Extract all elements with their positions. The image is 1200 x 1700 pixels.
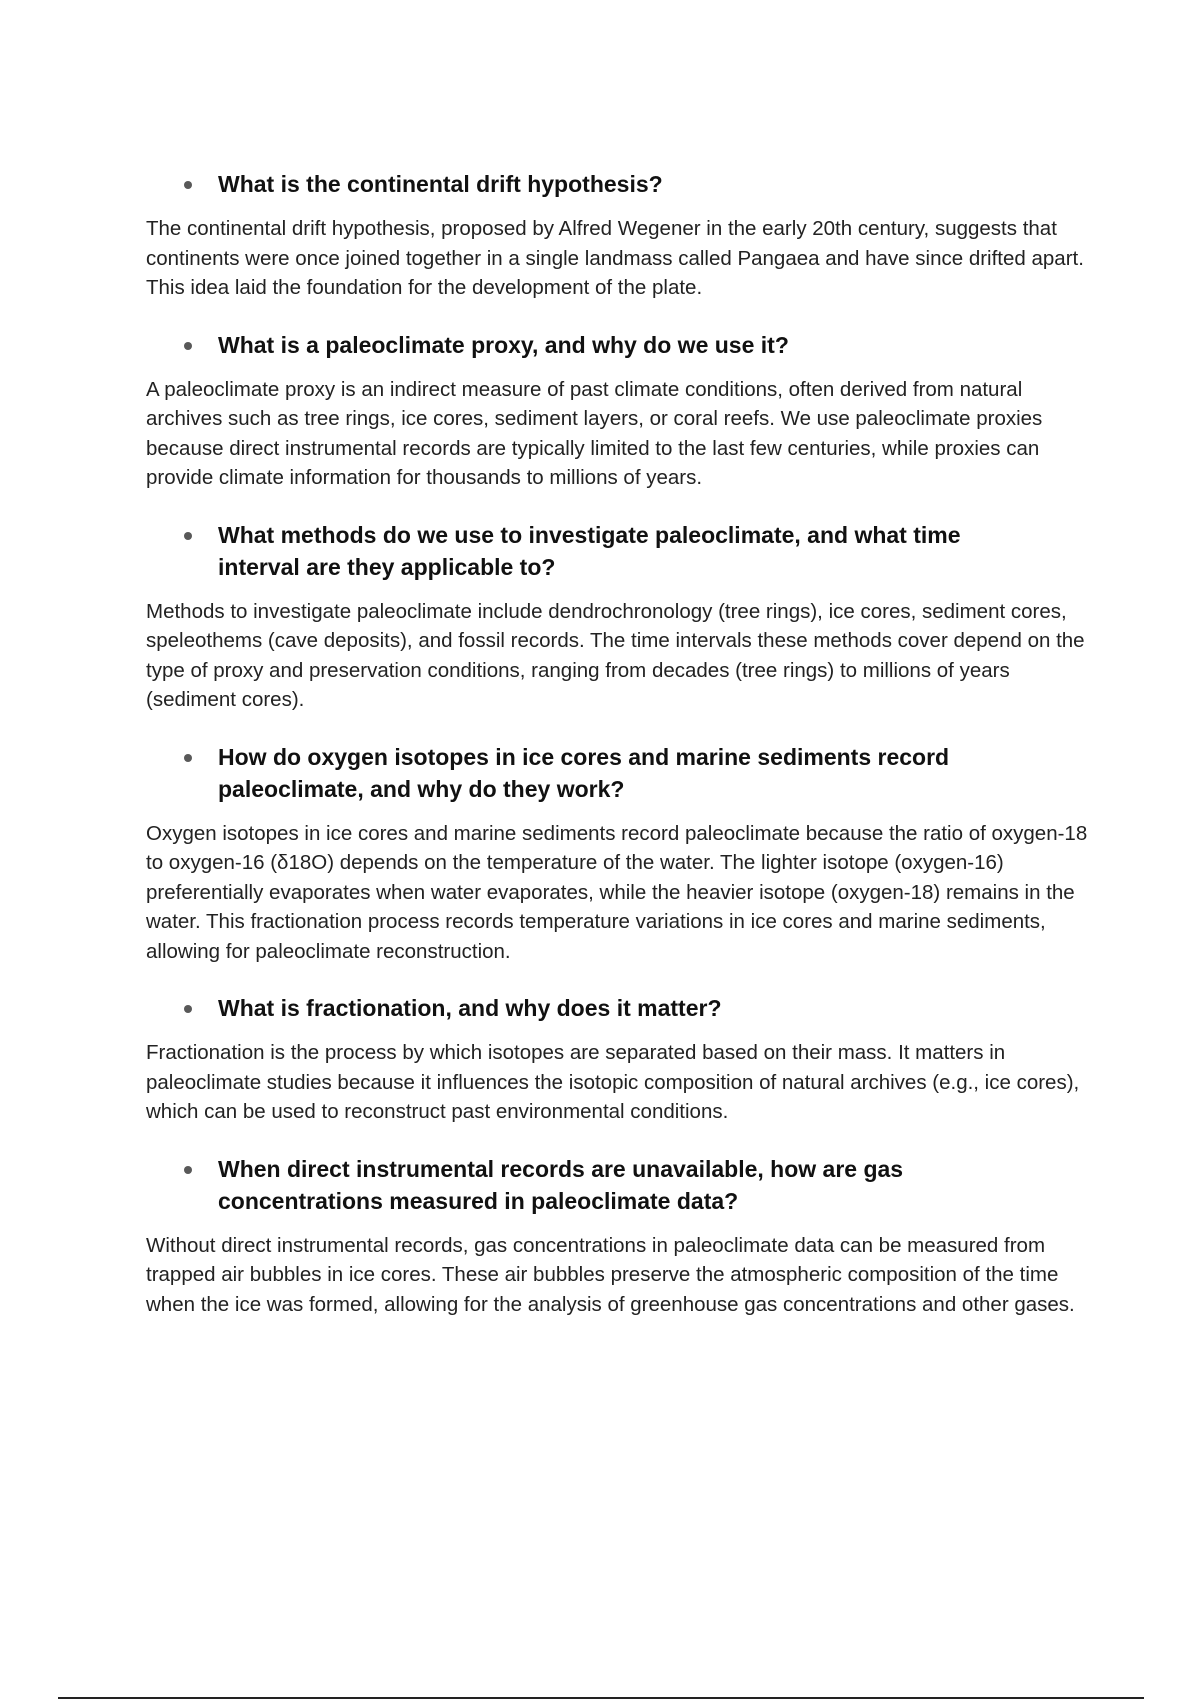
answer-paragraph: Oxygen isotopes in ice cores and marine sediments record paleoclimate because the ratio of oxygen-18 to oxygen-16 (δ18O) depends on the temperature of the water. The lighter isotope (oxygen-16) preferentially evaporates when water evaporates, while the heavier isotope (oxygen-18) remains in the water. This fractionation process records temperature variations in ice cores and marine sediments, allowing for paleoclimate reconstruction. — [146, 821, 1088, 963]
question-heading — [146, 519, 1048, 583]
bullet-icon — [184, 342, 192, 350]
bullet-icon — [184, 532, 192, 540]
qa-section — [146, 992, 1096, 1127]
question-text: What is the continental drift hypothesis? — [218, 171, 663, 197]
document-body — [146, 168, 1096, 1345]
answer-paragraph: Methods to investigate paleoclimate include dendrochronology (tree rings), ice cores, sediment cores, speleothems (cave deposits), and fossil records. The time intervals these methods cover depend on the type of proxy and preservation conditions, ranging from decades (tree rings) to millions of years (sediment cores). — [146, 599, 1085, 711]
bullet-icon — [184, 754, 192, 762]
question-text: What is fractionation, and why does it matter? — [218, 995, 722, 1021]
question-text: What is a paleoclimate proxy, and why do we use it? — [218, 331, 789, 358]
bullet-icon — [184, 181, 192, 189]
bullet-icon — [184, 1166, 192, 1174]
page-bottom-rule — [58, 1697, 1144, 1699]
question-text: When direct instrumental records are unavailable, how are gas concentrations measured in paleoclimate data? — [218, 1155, 904, 1214]
qa-section — [146, 741, 1096, 967]
question-text: How do oxygen isotopes in ice cores and marine sediments record paleoclimate, and why do they work? — [218, 743, 950, 802]
answer-paragraph: Fractionation is the process by which isotopes are separated based on their mass. It matters in paleoclimate studies because it influences the isotopic composition of natural archives (e.g., ice cores), which can be used to reconstruct past environmental conditions. — [146, 1041, 1080, 1123]
question-heading — [146, 168, 1048, 200]
question-heading — [146, 992, 1048, 1024]
qa-section — [146, 168, 1096, 303]
qa-section — [146, 519, 1096, 715]
question-heading — [146, 329, 1048, 361]
qa-section — [146, 329, 1096, 493]
answer-paragraph: Without direct instrumental records, gas concentrations in paleoclimate data can be measured from trapped air bubbles in ice cores. These air bubbles preserve the atmospheric composition of the time when the ice was formed, allowing for the analysis of greenhouse gas concentrations and other gases. — [146, 1233, 1075, 1316]
answer-paragraph: The continental drift hypothesis, proposed by Alfred Wegener in the early 20th century, suggests that continents were once joined together in a single landmass called Pangaea and have since drifted apart. This idea laid the foundation for the development of the plate. — [146, 217, 1084, 299]
question-heading — [146, 741, 1048, 805]
answer-paragraph: A paleoclimate proxy is an indirect measure of past climate conditions, often derived from natural archives such as tree rings, ice cores, sediment layers, or coral reefs. We use paleoclimate proxies because direct instrumental records are typically limited to the last few centuries, while proxies can provide climate information for thousands to millions of years. — [146, 377, 1043, 489]
question-text: What methods do we use to investigate paleoclimate, and what time interval are they applicable to? — [218, 521, 961, 580]
bullet-icon — [184, 1005, 192, 1013]
question-heading — [146, 1153, 1048, 1217]
qa-section — [146, 1153, 1096, 1320]
